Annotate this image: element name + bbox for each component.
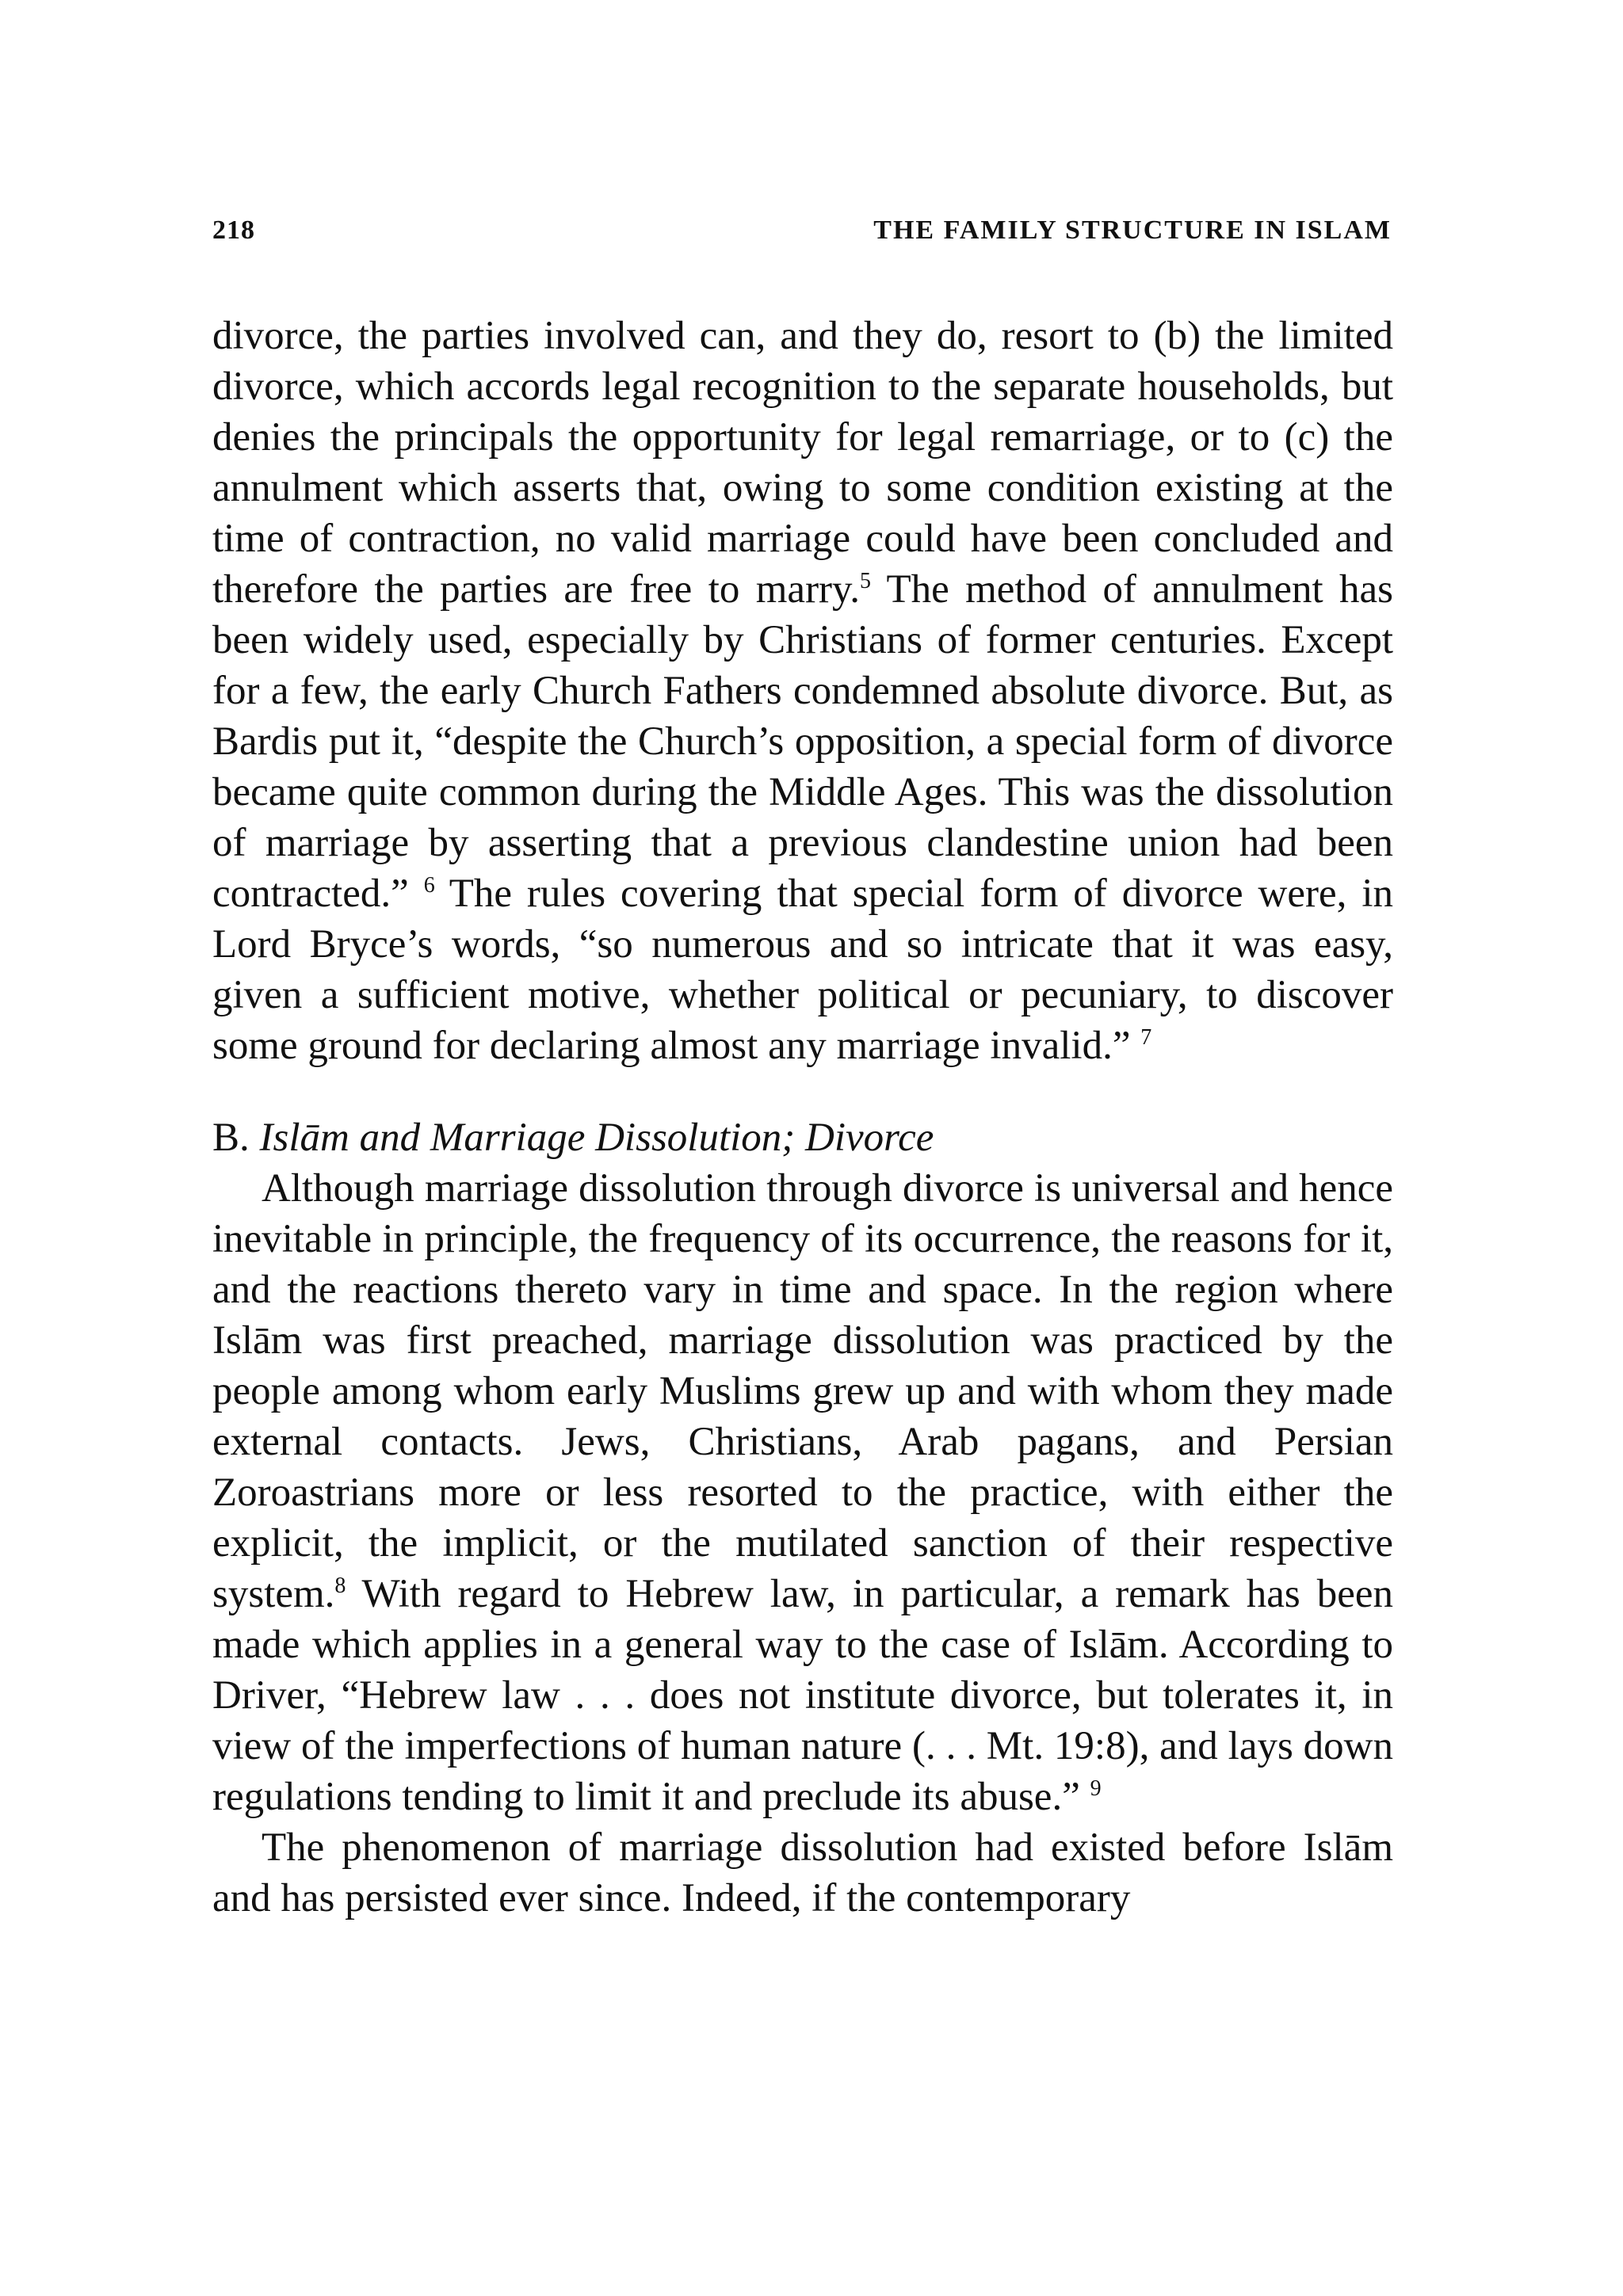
section-heading	[212, 1112, 1393, 1163]
paragraph	[212, 1822, 1393, 1924]
section-title: Islām and Marriage Dissolution; Divorce	[259, 1116, 934, 1160]
paragraph-text: Although marriage dissolution through divorce is universal and hence inevitable in principle, the frequency of its occurrence, the reasons for it, and the reactions thereto vary in time and space. In the region where Islām was first preached, marriage dissolution was practiced by the people among whom early Muslims grew up and with whom they made external contacts. Jews, Christians, Arab pagans, and Persian Zoroastrians more or less resorted to the practice, with either the explicit, the implicit, or the mutilated sanction of their respective system.	[212, 1166, 1393, 1616]
paragraph-text: With regard to Hebrew law, in particular, a remark has been made which applies in a general way to the case of Islām. According to Driver, “Hebrew law . . . does not institute divorce, but tolerates it, in view of the imperfections of human nature (. . . Mt. 19:8), and lays down regulations tending to limit it and preclude its abuse.”	[212, 1572, 1393, 1819]
paragraph-text: divorce, the parties involved can, and they do, resort to (b) the limited divorce, which accords legal recognition to the separate households, but denies the principals the opportunity for legal remarriage, or to (c) the annulment which asserts that, owing to some condition existing at the time of contraction, no valid marriage could have been concluded and therefore the parties are free to marry.	[212, 314, 1393, 612]
footnote-ref: 7	[1140, 1025, 1152, 1050]
footnote-ref: 8	[334, 1573, 346, 1598]
paragraph-text: The rules covering that special form of divorce were, in Lord Bryce’s words, “so numerous and so intricate that it was easy, given a sufficient motive, whether political or pecuniary, to discover some ground for declaring almost any marriage invalid.”	[212, 871, 1393, 1068]
body-text	[212, 311, 1393, 1924]
running-head: THE FAMILY STRUCTURE IN ISLAM	[873, 215, 1392, 245]
section-letter: B.	[212, 1116, 250, 1160]
paragraph-continuation	[212, 311, 1393, 1071]
footnote-ref: 5	[859, 569, 871, 593]
paragraph	[212, 1163, 1393, 1822]
footnote-ref: 9	[1090, 1776, 1102, 1801]
paragraph-text: The phenomenon of marriage dissolution had existed before Islām and has persisted ever since. Indeed, if the contemporary	[212, 1825, 1393, 1920]
footnote-ref: 6	[423, 873, 435, 898]
paragraph-text: The method of annulment has been widely used, especially by Christians of former centuries. Except for a few, the early Church Fathers condemned absolute divorce. But, as Bardis put it, “despite the Church’s opposition, a special form of divorce became quite common during the Middle Ages. This was the dissolution of marriage by asserting that a previous clandestine union had been contracted.”	[212, 567, 1394, 916]
page-header	[212, 215, 1392, 255]
page-number: 218	[212, 215, 255, 245]
